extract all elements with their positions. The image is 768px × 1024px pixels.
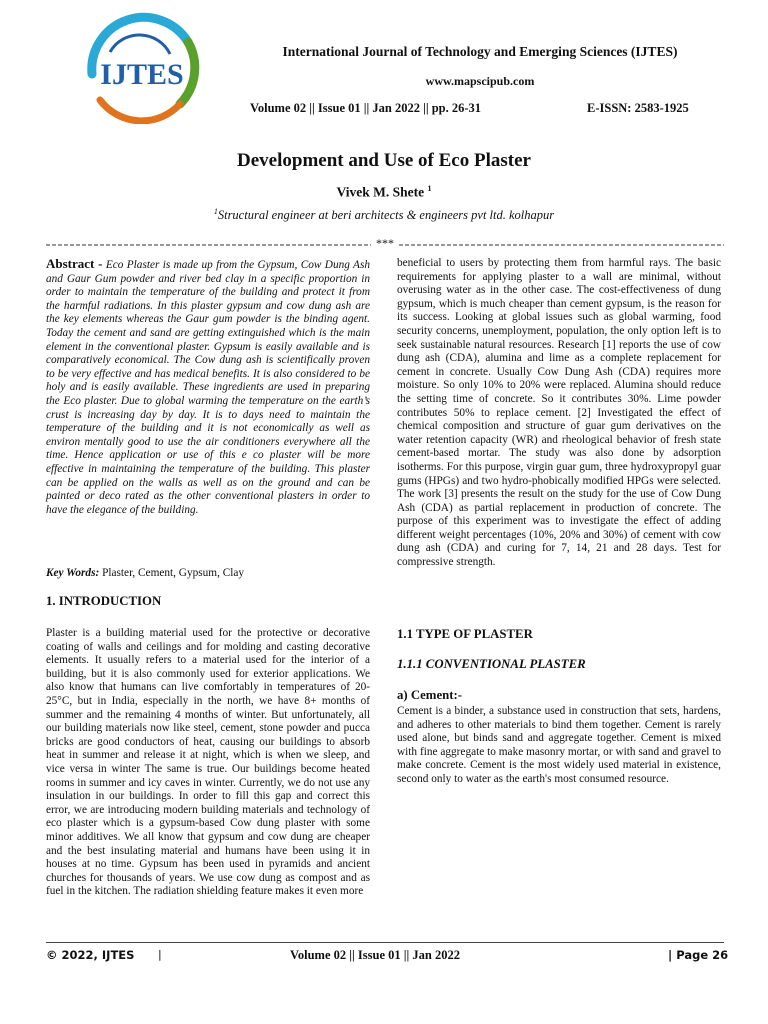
journal-logo bbox=[70, 12, 220, 124]
intro-text: Plaster is a building material used for the protective or decorative coating of walls and ceilings and for molding and casting decorative elements. It usually refers to a material used for the interior of a building, but it is also commonly used for exterior applications. We also know that humans can live comfortably in temperatures of 20-25°C, but in India, especially in the north, we have 8+ months of summer and the remaining 4 months of winter. But unfortunately, all our building materials now like steel, cement, stone powder and pucca bricks are good conductors of heat, causing our buildings to absorb heat in summer and release it at night, which is when we sleep, and vice versa in winter The same is true. Our buildings become heated rooms in summer and icy caves in winter. Currently, we do not use any insulation in our buildings. In order to fill this gap and correct this error, we are introducing modern building materials and technology of eco plaster which is a gypsum-based Cow dung plaster with some minor additives. We all know that gypsum and cow dung are cheaper and the best insulating material and humans have been using it in houses at no time. Gypsum has been used in pyramids and ancient churches for thousands of years. We use cow dung as compost and as fuel in the kitchen. The radiation shielding feature makes it even more bbox=[46, 627, 370, 898]
logo-emblem-icon bbox=[70, 12, 220, 124]
keywords-text: Plaster, Cement, Gypsum, Clay bbox=[102, 567, 245, 579]
journal-title: International Journal of Technology and Emerging Sciences (IJTES) bbox=[282, 44, 678, 59]
author-sup: 1 bbox=[427, 184, 432, 193]
logo-text: IJTES bbox=[100, 58, 184, 91]
affiliation bbox=[0, 207, 768, 223]
separator-mark: *** bbox=[376, 236, 394, 250]
footer-volume: Volume 02 || Issue 01 || Jan 2022 bbox=[290, 948, 460, 962]
keywords-block: Key Words: Plaster, Cement, Gypsum, Clay bbox=[46, 567, 245, 579]
author-text: Vivek M. Shete bbox=[336, 184, 425, 200]
footer-rule bbox=[46, 942, 724, 943]
affil-sup: 1 bbox=[213, 207, 218, 216]
issue-info: Volume 02 || Issue 01 || Jan 2022 || pp. 26-31 bbox=[250, 101, 482, 115]
conventional-heading: 1.1.1 CONVENTIONAL PLASTER bbox=[397, 657, 586, 671]
cement-heading: a) Cement:- bbox=[397, 688, 463, 702]
author-name bbox=[0, 184, 768, 201]
footer-copyright: © 2022, IJTES bbox=[46, 948, 135, 962]
cement-text: Cement is a binder, a substance used in construction that sets, hardens, and adheres to other materials to bind them together. Cement is rarely used alone, but binds sand and aggregate together. Cement is mixed with fine aggregate to make masonry mortar, or with sand and gravel to make concrete. Cement is the most widely used material in existence, second only to water as the earth's most consumed resource. bbox=[397, 705, 721, 785]
abstract-block bbox=[46, 257, 370, 517]
paper-title: Development and Use of Eco Plaster bbox=[237, 150, 531, 171]
footer-page-number: | Page 26 bbox=[668, 948, 729, 962]
eissn: E-ISSN: 2583-1925 bbox=[587, 101, 689, 115]
abstract-text: Eco Plaster is made up from the Gypsum, Cow Dung Ash and Gaur Gum powder and river bed clay in a specific proportion in order to maintain the temperature of the building and protect it from the harmful radiations. In this plaster gypsum and cow dung ash are the key elements whereas the Gaur gum powder is the binding agent. Today the cement and sand are getting extinguished which is the main element in the conventional plaster. Gypsum is easily available and is comparatively economical. The Cow dung ash is scientifically proven to be very effective and has medical benefits. It is also considered to be holy and is easily available. These ingredients are used in preparing the Eco plaster. Due to global warming the temperature on the earth’s crust is increasing day by day. It is to days need to maintain the temperature of the building and it is not economically as well as environ mentally good to use the air conditioners everywhere all the time. Hence application or use of this e co plaster will be more effective in maintaining the temperature of the building. This plaster can be applied on the walls as well as on the ground and can be painted or deco rated as the other conventional plasters in order to have the elegance of the building. bbox=[46, 259, 370, 516]
keywords-label: Key Words bbox=[46, 567, 96, 579]
affil-text: Structural engineer at beri architects & engineers pvt ltd. kolhapur bbox=[217, 208, 555, 223]
intro-heading: 1. INTRODUCTION bbox=[46, 594, 162, 608]
footer-divider: | bbox=[158, 948, 162, 961]
right-paragraph: beneficial to users by protecting them from harmful rays. The basic requirements for applying plaster to a wall are minimal, without overusing water as in the other case. The cost-effectiveness of dung gypsum, which is much cheaper than cement gypsum, is the reason for its success. Looking at global issues such as global warming, food security concerns, unemployment, population, the only option left is to seek sustainable natural resources. Research [1] reports the use of cow dung ash (CDA), alumina and lime as a complete replacement for cement in concrete. Usually Cow Dung Ash (CDA) requires more moisture. So only 10% to 20% were replaced. Alumina should reduce the setting time of concrete. So it contributes 30%. Lime powder contributes 50% to replace cement. [2] Investigated the effect of chemical composition and structure of guar gum derivatives on the water retention capacity (WR) and rheological behavior of fresh state cement-based mortar. The study was also done by adsorption isotherms. For this purpose, virgin guar gum, three hydroxypropyl guar gums (HPGs) and two hydro-phobically modified HPGs were selected. The work [3] presents the result on the study for the use of Cow Dung Ash (CDA) as partial replacement in production of concrete. The purpose of this experiment was to investigate the effect of adding different weight percentages (10%, 20% and 30%) of cement with cow dung ash (CDA) and curing for 7, 14, 21 and 28 days. Test for compressive strength. bbox=[397, 257, 721, 569]
journal-url[interactable]: www.mapscipub.com bbox=[425, 74, 535, 88]
type-heading: 1.1 TYPE OF PLASTER bbox=[397, 627, 533, 641]
abstract-label: Abstract - bbox=[46, 256, 103, 271]
section-separator bbox=[46, 236, 724, 250]
